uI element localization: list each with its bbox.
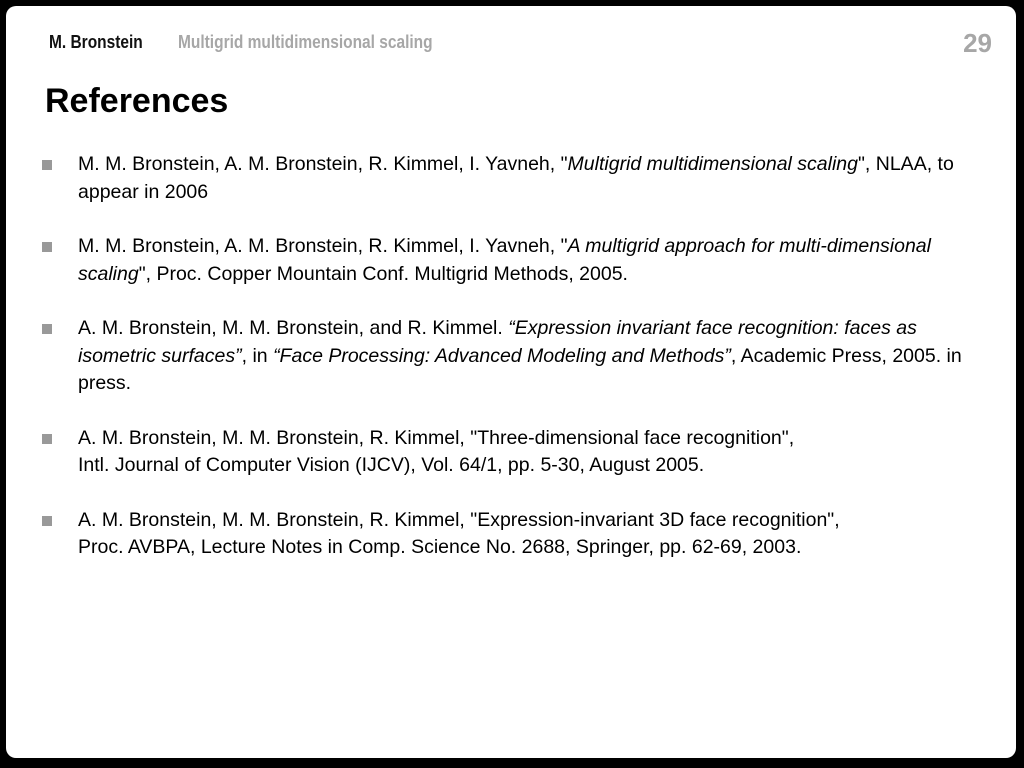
reference-text xyxy=(78,509,840,559)
reference-line-1: A. M. Bronstein, M. M. Bronstein, R. Kimmel, "Three-dimensional face recognition", xyxy=(78,426,795,449)
slide-title: References xyxy=(45,82,229,120)
reference-text xyxy=(78,153,954,203)
reference-item-1 xyxy=(6,151,1016,206)
reference-line-2: Proc. AVBPA, Lecture Notes in Comp. Science No. 2688, Springer, pp. 62-69, 2003. xyxy=(78,536,802,558)
reference-venue: ", Proc. Copper Mountain Conf. Multigrid Methods, 2005. xyxy=(138,262,628,285)
square-bullet-icon xyxy=(42,324,52,334)
square-bullet-icon xyxy=(42,160,52,170)
reference-connector: , in xyxy=(241,344,274,367)
reference-venue: ", NLAA, to appear in 2006 xyxy=(78,153,954,203)
reference-authors: M. M. Bronstein, A. M. Bronstein, R. Kimmel, I. Yavneh, " xyxy=(78,235,568,257)
reference-title: “Expression invariant face recognition: faces as isometric surfaces” xyxy=(78,317,917,367)
reference-list xyxy=(6,151,1016,589)
slide-header xyxy=(6,6,1016,76)
reference-item-4 xyxy=(6,425,1016,480)
reference-item-5 xyxy=(6,507,1016,562)
reference-book-title: “Face Processing: Advanced Modeling and Methods” xyxy=(273,344,731,367)
reference-text xyxy=(78,317,962,394)
square-bullet-icon xyxy=(42,516,52,526)
square-bullet-icon xyxy=(42,242,52,252)
slide xyxy=(6,6,1016,758)
page-number: 29 xyxy=(963,28,992,58)
reference-venue: , Academic Press, 2005. in press. xyxy=(78,344,962,394)
reference-text xyxy=(78,235,931,285)
square-bullet-icon xyxy=(42,434,52,444)
reference-line-2: Intl. Journal of Computer Vision (IJCV), Vol. 64/1, pp. 5-30, August 2005. xyxy=(78,454,705,476)
reference-item-3 xyxy=(6,315,1016,398)
reference-title: Multigrid multidimensional scaling xyxy=(567,153,858,175)
reference-title: A multigrid approach for multi-dimensional scaling xyxy=(78,235,931,285)
reference-authors: A. M. Bronstein, M. M. Bronstein, and R. Kimmel. xyxy=(78,317,509,339)
reference-item-2 xyxy=(6,233,1016,288)
reference-text xyxy=(78,427,794,477)
deck-title: Multigrid multidimensional scaling xyxy=(178,32,433,52)
reference-line-1: A. M. Bronstein, M. M. Bronstein, R. Kimmel, "Expression-invariant 3D face recognition", xyxy=(78,508,840,531)
reference-authors: M. M. Bronstein, A. M. Bronstein, R. Kimmel, I. Yavneh, " xyxy=(78,153,568,175)
author-name: M. Bronstein xyxy=(49,32,143,52)
